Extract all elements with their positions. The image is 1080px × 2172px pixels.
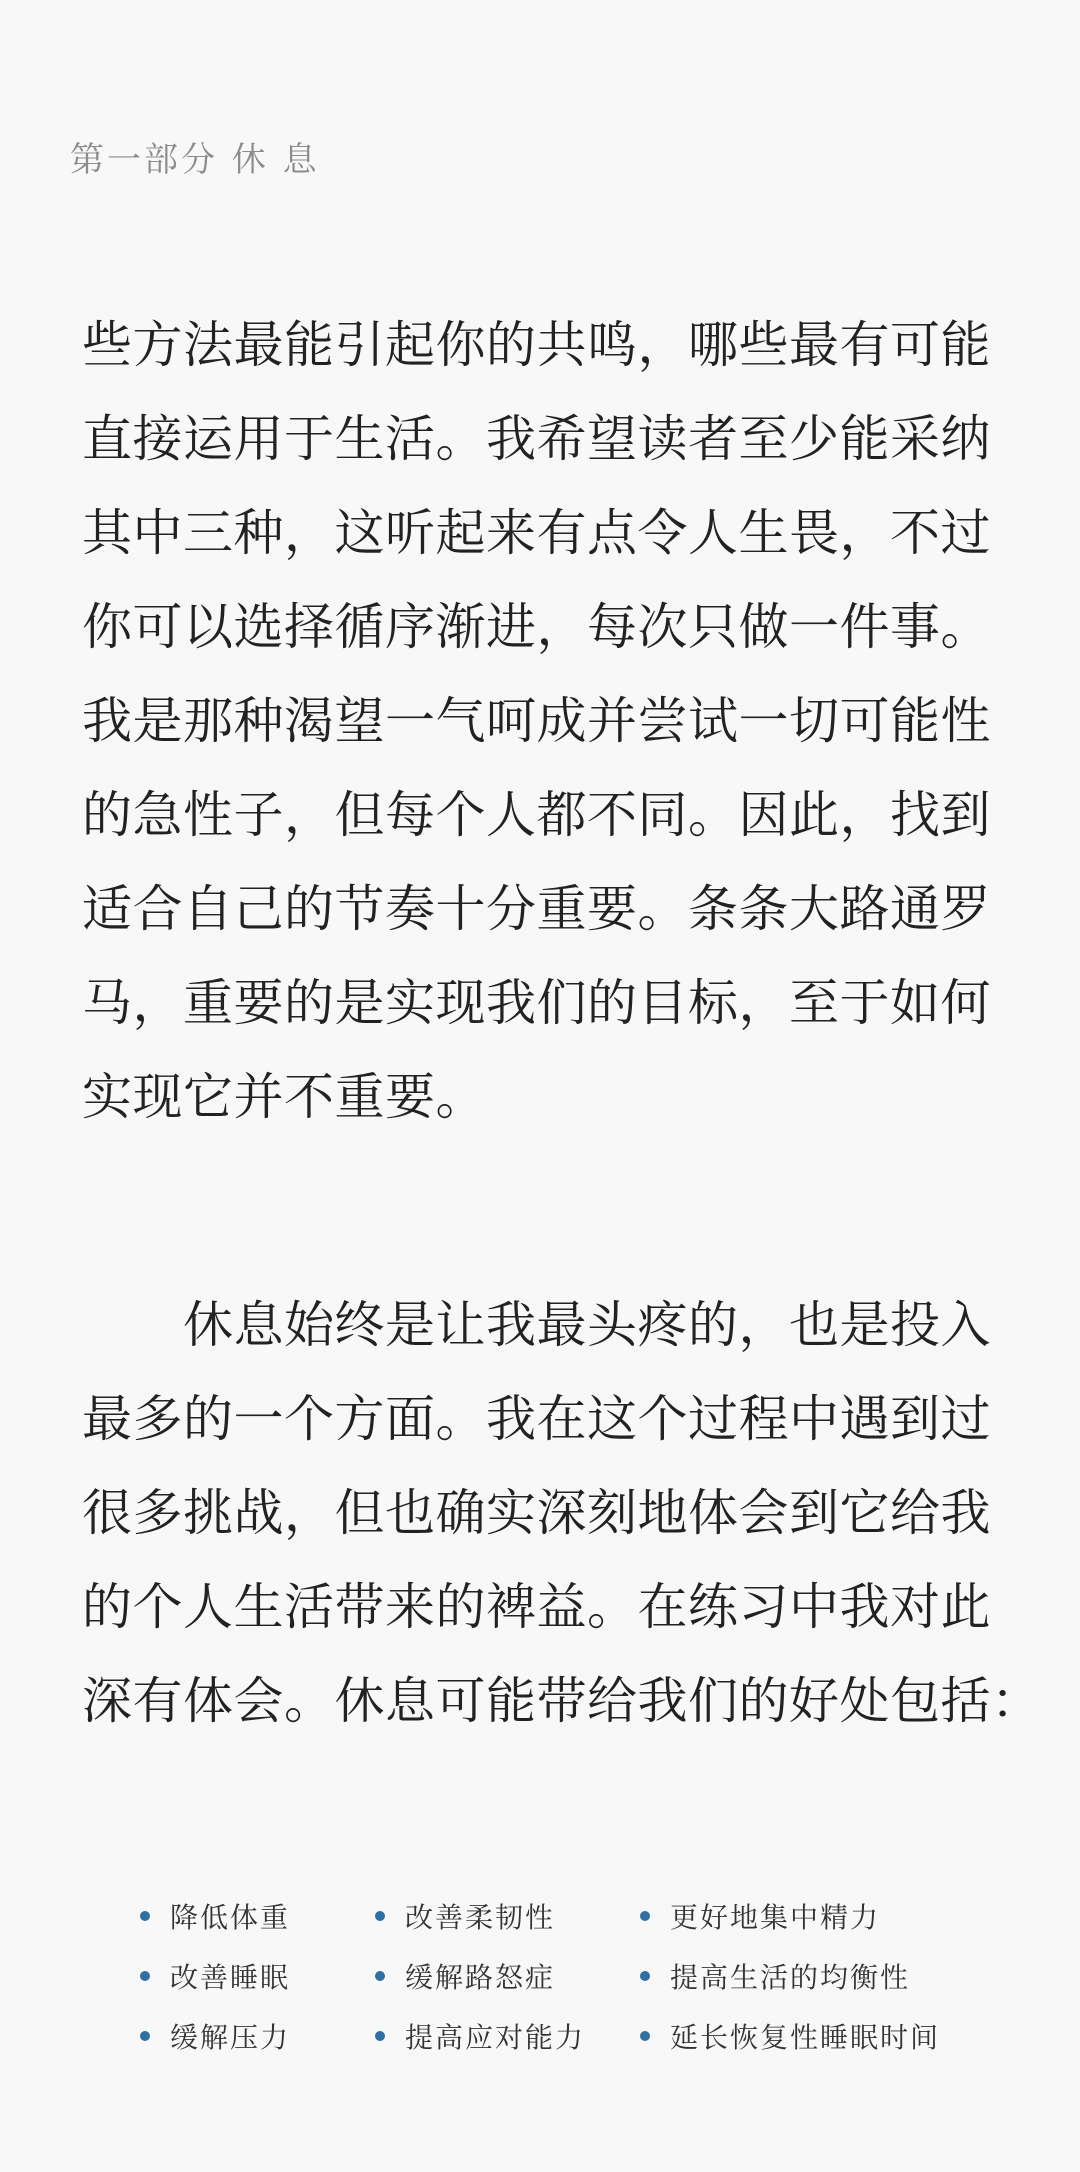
bullet-dot-icon — [640, 2031, 650, 2041]
bullet-dot-icon — [375, 1911, 385, 1921]
text-line: 适合自己的节奏十分重要。条条大路通罗 — [82, 880, 991, 938]
bullet-dot-icon — [375, 2031, 385, 2041]
benefit-item — [375, 2010, 640, 2062]
bullet-dot-icon — [640, 1911, 650, 1921]
benefit-item — [640, 1890, 1040, 1942]
text-line: 最多的一个方面。我在这个过程中遇到过 — [82, 1390, 991, 1448]
benefit-item — [140, 1950, 375, 2002]
benefit-label: 降低体重 — [170, 1901, 291, 1934]
benefit-item — [140, 2010, 375, 2062]
benefit-label: 缓解路怒症 — [405, 1961, 556, 1994]
paragraph-1 — [82, 298, 1002, 1144]
benefits-list — [140, 1890, 1040, 2062]
text-line: 很多挑战，但也确实深刻地体会到它给我 — [82, 1484, 991, 1542]
benefit-item — [640, 2010, 1040, 2062]
bullet-dot-icon — [140, 1971, 150, 1981]
benefit-label: 改善柔韧性 — [405, 1901, 556, 1934]
text-line: 的个人生活带来的裨益。在练习中我对此 — [82, 1578, 991, 1636]
text-line: 的急性子，但每个人都不同。因此，找到 — [82, 786, 991, 844]
benefit-label: 缓解压力 — [170, 2021, 291, 2054]
benefit-item — [375, 1950, 640, 2002]
bullet-dot-icon — [140, 2031, 150, 2041]
benefit-item — [140, 1890, 375, 1942]
text-line: 马，重要的是实现我们的目标，至于如何 — [82, 974, 991, 1032]
benefit-label: 改善睡眠 — [170, 1961, 291, 1994]
benefit-label: 延长恢复性睡眠时间 — [670, 2021, 941, 2054]
text-line: 直接运用于生活。我希望读者至少能采纳 — [82, 410, 991, 468]
text-line: 其中三种，这听起来有点令人生畏，不过 — [82, 504, 991, 562]
text-line: 我是那种渴望一气呵成并尝试一切可能性 — [82, 692, 991, 750]
benefit-label: 更好地集中精力 — [670, 1901, 881, 1934]
text-line: 休息始终是让我最头疼的，也是投入 — [82, 1296, 991, 1354]
bullet-dot-icon — [640, 1971, 650, 1981]
bullet-dot-icon — [375, 1971, 385, 1981]
text-line: 实现它并不重要。 — [82, 1068, 486, 1126]
bullet-dot-icon — [140, 1911, 150, 1921]
text-line: 你可以选择循序渐进，每次只做一件事。 — [82, 598, 991, 656]
benefit-item — [375, 1890, 640, 1942]
text-line: 深有体会。休息可能带给我们的好处包括： — [82, 1672, 1042, 1730]
benefit-item — [640, 1950, 1040, 2002]
paragraph-2 — [82, 1278, 1042, 1748]
benefit-label: 提高应对能力 — [405, 2021, 586, 2054]
benefit-label: 提高生活的均衡性 — [670, 1961, 911, 1994]
text-line: 些方法最能引起你的共鸣，哪些最有可能 — [82, 316, 991, 374]
running-header: 第一部分 休 息 — [70, 140, 320, 180]
